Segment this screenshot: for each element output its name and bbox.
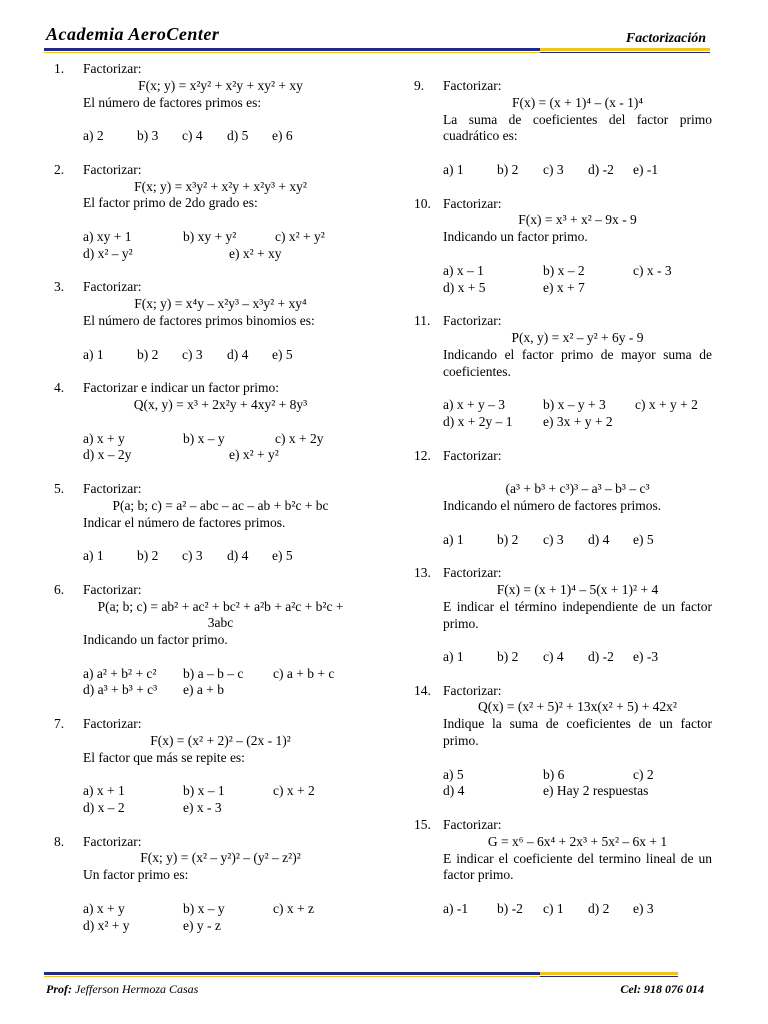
problem-number: 5. <box>54 480 65 496</box>
option-d: d) x – 2y <box>83 447 132 463</box>
option-a: a) x – 1 <box>443 262 484 278</box>
options-row-2 <box>443 783 712 800</box>
problem-expression: F(x; y) = x⁴y – x²y³ – x³y² + xy⁴ <box>134 296 307 312</box>
option-a: a) a² + b² + c² <box>83 665 157 681</box>
problem-14 <box>414 683 712 801</box>
option-c: c) 3 <box>182 346 203 362</box>
footer-rule-navy <box>44 972 540 975</box>
option-e: e) a + b <box>183 682 224 698</box>
problem-lead: Factorizar: <box>443 682 502 698</box>
option-e: e) -1 <box>633 161 659 177</box>
option-c: c) 3 <box>182 548 203 564</box>
problem-15 <box>414 817 712 918</box>
option-a: a) x + y – 3 <box>443 397 505 413</box>
options <box>443 649 712 666</box>
problem-question: Indicar el número de factores primos. <box>83 514 286 530</box>
option-a: a) 1 <box>83 548 104 564</box>
header-rule-gold-2 <box>44 52 540 53</box>
option-b: b) x – 2 <box>543 262 585 278</box>
right-column <box>414 78 712 918</box>
academy-title: Academia AeroCenter <box>46 24 220 44</box>
footer-phone: Cel: 918 076 014 <box>620 982 704 996</box>
option-e: e) x - 3 <box>183 800 222 816</box>
problem-question: Un factor primo es: <box>83 867 189 883</box>
problem-1 <box>54 61 358 145</box>
option-e: e) 6 <box>272 128 293 144</box>
problem-question: Indicando un factor primo. <box>443 229 588 245</box>
options <box>443 397 712 414</box>
option-e: e) Hay 2 respuestas <box>543 783 649 799</box>
problem-number: 12. <box>414 447 431 463</box>
option-d: d) 4 <box>227 548 249 564</box>
problem-7 <box>54 716 358 817</box>
problem-11 <box>414 313 712 431</box>
option-c: c) 4 <box>543 649 564 665</box>
option-d: d) x – 2 <box>83 800 125 816</box>
problem-lead: Factorizar: <box>83 480 142 496</box>
problem-number: 4. <box>54 380 65 396</box>
problem-expression: F(x; y) = (x² – y²)² – (y² – z²)² <box>140 850 301 866</box>
option-e: e) 3 <box>633 901 654 917</box>
option-b: b) 2 <box>497 161 519 177</box>
options <box>83 901 358 918</box>
option-e: e) 3x + y + 2 <box>543 413 613 429</box>
options <box>443 162 712 179</box>
option-b: b) 2 <box>137 346 159 362</box>
option-d: d) -2 <box>588 161 614 177</box>
option-a: a) 5 <box>443 766 464 782</box>
option-c: c) 1 <box>543 901 564 917</box>
problem-question: El factor primo de 2do grado es: <box>83 195 258 211</box>
footer-rule-navy-2 <box>540 976 678 977</box>
footer-prof-label: Prof: <box>46 982 72 996</box>
option-e: e) y - z <box>183 917 221 933</box>
options <box>443 767 712 784</box>
problem-expression: F(x) = (x² + 2)² – (2x - 1)² <box>150 732 291 748</box>
option-b: b) x – y <box>183 430 225 446</box>
option-c: c) 2 <box>633 766 654 782</box>
footer-rule-gold-2 <box>44 976 540 977</box>
left-column <box>54 61 358 934</box>
option-a: a) xy + 1 <box>83 228 132 244</box>
problem-expression: Q(x) = (x² + 5)² + 13x(x² + 5) + 42x² <box>478 699 677 715</box>
option-d: d) 4 <box>443 783 465 799</box>
options-row-2 <box>83 447 358 464</box>
options <box>443 901 712 918</box>
option-e: e) 5 <box>272 346 293 362</box>
option-c: c) a + b + c <box>273 665 335 681</box>
option-c: c) x + z <box>273 900 314 916</box>
footer-professor <box>46 981 198 998</box>
option-d: d) 4 <box>588 531 610 547</box>
option-d: d) 2 <box>588 901 610 917</box>
problem-expression: P(x, y) = x² – y² + 6y - 9 <box>511 329 644 345</box>
options-row-2 <box>83 246 358 263</box>
problem-number: 3. <box>54 279 65 295</box>
problem-3 <box>54 279 358 363</box>
problem-number: 11. <box>414 313 431 329</box>
option-d: d) x² + y <box>83 917 130 933</box>
option-e: e) x² + xy <box>229 245 282 261</box>
problem-lead: Factorizar: <box>443 447 502 463</box>
problem-expression: F(x) = x³ + x² – 9x - 9 <box>518 212 637 228</box>
header-rule-navy-2 <box>540 52 710 53</box>
option-b: b) 2 <box>497 649 519 665</box>
options <box>83 783 358 800</box>
option-d: d) 4 <box>227 346 249 362</box>
problem-lead: Factorizar: <box>83 716 142 732</box>
option-c: c) 3 <box>543 161 564 177</box>
options <box>83 548 358 565</box>
option-c: c) x² + y² <box>275 228 325 244</box>
option-e: e) 5 <box>633 531 654 547</box>
problem-expression: P(a; b; c) = a² – abc – ac – ab + b²c + bc <box>112 497 329 513</box>
options <box>83 128 358 145</box>
option-a: a) 1 <box>443 161 464 177</box>
option-c: c) x + 2 <box>273 783 315 799</box>
option-a: a) 1 <box>443 531 464 547</box>
option-b: b) xy + y² <box>183 228 237 244</box>
option-e: e) 5 <box>272 548 293 564</box>
option-d: d) x² – y² <box>83 245 133 261</box>
option-c: c) 3 <box>543 531 564 547</box>
option-c: c) x - 3 <box>633 262 672 278</box>
problem-number: 8. <box>54 833 65 849</box>
problem-question: El factor que más se repite es: <box>83 749 245 765</box>
problem-6 <box>54 582 358 700</box>
footer-prof-name: Jefferson Hermoza Casas <box>75 982 199 996</box>
problem-lead: Factorizar: <box>83 581 142 597</box>
option-d: d) -2 <box>588 649 614 665</box>
options <box>83 347 358 364</box>
problem-expression: F(x; y) = x³y² + x²y + x²y³ + xy² <box>134 178 307 194</box>
option-b: b) -2 <box>497 901 523 917</box>
option-a: a) x + y <box>83 900 125 916</box>
option-e: e) x² + y² <box>229 447 279 463</box>
option-c: c) x + 2y <box>275 430 324 446</box>
problem-expression: F(x) = (x + 1)⁴ – (x - 1)⁴ <box>511 94 644 110</box>
problem-question: Indicando el factor primo de mayor suma de coeficientes. <box>443 346 712 379</box>
options <box>443 532 712 549</box>
option-b: b) 2 <box>137 548 159 564</box>
problem-number: 14. <box>414 682 431 698</box>
problem-lead: Factorizar: <box>443 565 502 581</box>
problem-8 <box>54 834 358 935</box>
problem-expression: G = x⁶ – 6x⁴ + 2x³ + 5x² – 6x + 1 <box>487 833 668 849</box>
problem-lead: Factorizar: <box>443 817 502 833</box>
problem-expression: P(a; b; c) = ab² + ac² + bc² + a²b + a²c + b²c + <box>97 598 344 614</box>
problem-lead: Factorizar: <box>83 61 142 76</box>
problem-question: E indicar el coeficiente del termino lineal de un factor primo. <box>443 850 712 883</box>
problem-4 <box>54 380 358 464</box>
problem-9 <box>414 78 712 179</box>
options <box>83 431 358 448</box>
options <box>443 263 712 280</box>
problem-lead: Factorizar: <box>443 78 502 93</box>
problem-5 <box>54 481 358 565</box>
problem-question: La suma de coeficientes del factor primo cuadrático es: <box>443 111 712 144</box>
option-d: d) x + 2y – 1 <box>443 413 513 429</box>
options <box>83 666 358 683</box>
options-row-2 <box>83 918 358 935</box>
problem-lead: Factorizar: <box>83 279 142 295</box>
problem-10 <box>414 196 712 297</box>
problem-question: Indique la suma de coeficientes de un factor primo. <box>443 716 712 749</box>
problem-question: El número de factores primos es: <box>83 94 262 110</box>
problem-expression: F(x) = (x + 1)⁴ – 5(x + 1)² + 4 <box>496 581 659 597</box>
problem-13 <box>414 565 712 666</box>
options-row-2 <box>83 682 358 699</box>
problem-expression: (a³ + b³ + c³)³ – a³ – b³ – c³ <box>505 481 650 497</box>
problem-question: Indicando un factor primo. <box>83 632 228 648</box>
problem-number: 7. <box>54 716 65 732</box>
option-b: b) x – 1 <box>183 783 225 799</box>
options-row-2 <box>443 280 712 297</box>
options-row-2 <box>443 414 712 431</box>
problem-question: E indicar el término independiente de un factor primo. <box>443 598 712 631</box>
option-d: d) 5 <box>227 128 249 144</box>
option-c: c) 4 <box>182 128 203 144</box>
problem-lead: Factorizar: <box>83 833 142 849</box>
problem-number: 15. <box>414 817 431 833</box>
problem-question: El número de factores primos binomios es: <box>83 312 315 328</box>
option-e: e) x + 7 <box>543 279 585 295</box>
problem-number: 9. <box>414 78 425 93</box>
option-e: e) -3 <box>633 649 659 665</box>
option-a: a) 1 <box>83 346 104 362</box>
problem-expression: F(x; y) = x²y² + x²y + xy² + xy <box>138 77 303 93</box>
header-rule-navy <box>44 48 540 51</box>
problem-question: Indicando el número de factores primos. <box>443 497 662 513</box>
topic-title: Factorización <box>625 31 706 46</box>
option-d: d) a³ + b³ + c³ <box>83 682 158 698</box>
option-a: a) x + y <box>83 430 125 446</box>
problem-lead: Factorizar: <box>443 313 502 329</box>
option-a: a) x + 1 <box>83 783 125 799</box>
footer-rule-gold <box>540 972 678 975</box>
option-c: c) x + y + 2 <box>635 397 698 413</box>
problem-lead: Factorizar: <box>83 161 142 177</box>
option-b: b) 2 <box>497 531 519 547</box>
option-b: b) x – y <box>183 900 225 916</box>
option-b: b) a – b – c <box>183 665 244 681</box>
option-b: b) 6 <box>543 766 565 782</box>
header-rule-gold <box>540 48 710 51</box>
options-row-2 <box>83 800 358 817</box>
problem-number: 2. <box>54 161 65 177</box>
problem-expression-cont: 3abc <box>207 615 234 631</box>
problem-2 <box>54 162 358 263</box>
option-a: a) 1 <box>443 649 464 665</box>
option-b: b) 3 <box>137 128 159 144</box>
problem-lead: Factorizar: <box>443 195 502 211</box>
option-b: b) x – y + 3 <box>543 397 606 413</box>
option-d: d) x + 5 <box>443 279 486 295</box>
option-a: a) -1 <box>443 901 469 917</box>
problem-12 <box>414 448 712 549</box>
option-a: a) 2 <box>83 128 104 144</box>
options <box>83 229 358 246</box>
problem-number: 10. <box>414 195 431 211</box>
problem-number: 1. <box>54 61 65 76</box>
problem-number: 6. <box>54 581 65 597</box>
problem-number: 13. <box>414 565 431 581</box>
problem-expression: Q(x, y) = x³ + 2x²y + 4xy² + 8y³ <box>133 396 308 412</box>
problem-lead: Factorizar e indicar un factor primo: <box>83 380 280 396</box>
